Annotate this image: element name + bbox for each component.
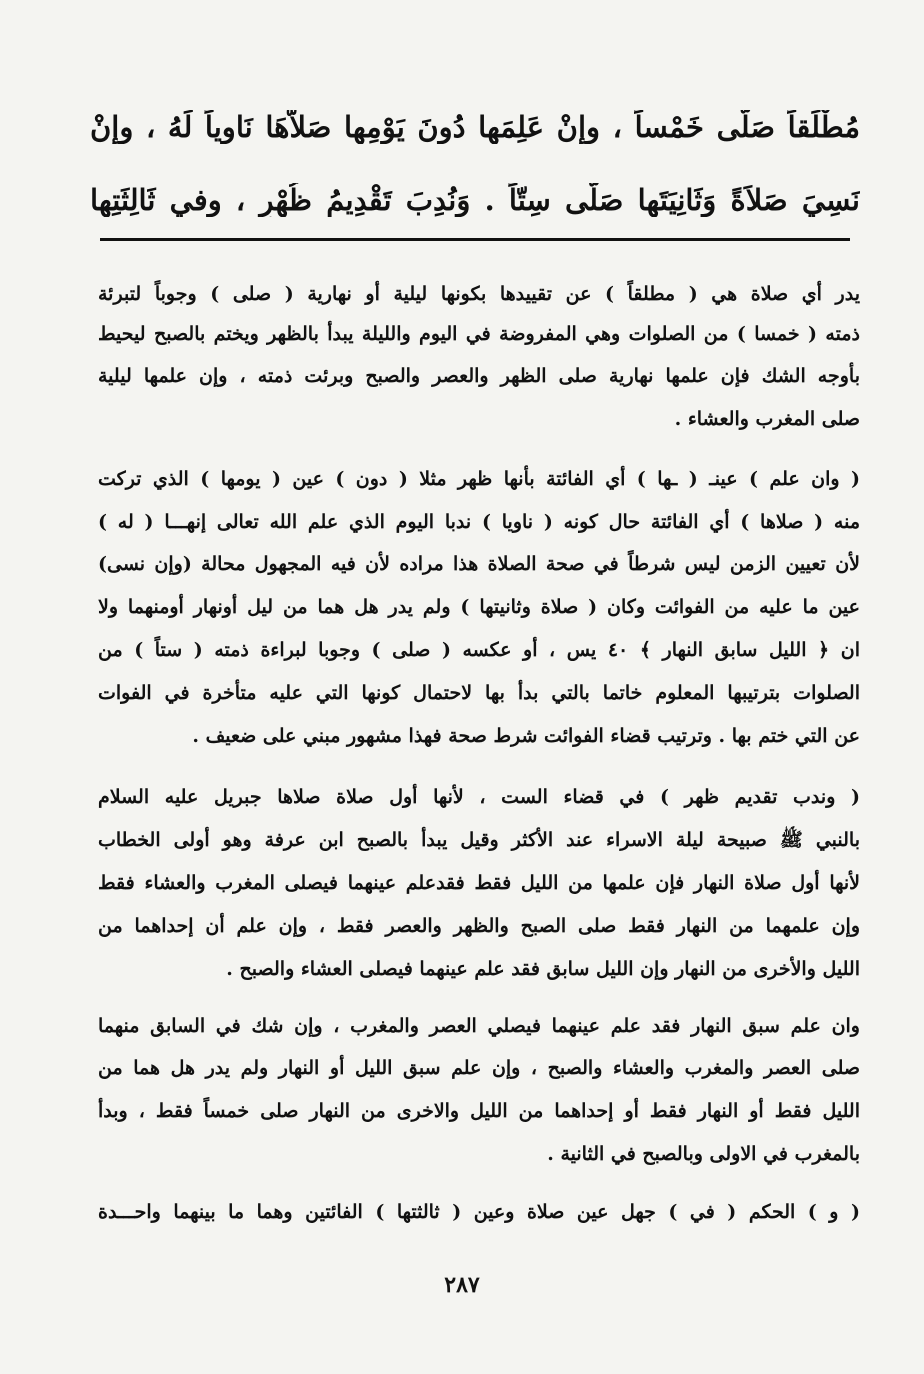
sharh-line: وإن علمهما من النهار فقط صلى الصبح والظهر والعصر فقط ، وإن علم أن إحداهما من <box>98 915 860 937</box>
sharh-line: ان ﴿ الليل سابق النهار ﴾ ٤٠ يس ، أو عكسه ( صلى ) وجوبا لبراءة ذمته ( ستاً ) من <box>98 639 860 661</box>
matn-line-2: نَسِيَ صَلاَةً وَثَانِيَتَها صَلَّى سِتّاً . وَنُدِبَ تَقْدِيمُ ظُهْرٍ ، وفي ثَالِثَتِها <box>90 183 860 217</box>
sharh-line: لأن تعيين الزمن ليس شرطاً في صحة الصلاة هذا مراده لأن فيه المجهول محالة (وإن نسى) <box>98 553 860 575</box>
sharh-line: ذمته ( خمسا ) من الصلوات وهي المفروضة في اليوم والليلة يبدأ بالظهر ويختم بالصبح ليحيط <box>98 323 860 345</box>
sharh-line: الليل والأخرى من النهار وإن الليل سابق فقد علم عينهما فيصلى العشاء والصبح . <box>226 958 860 980</box>
sharh-line: صلى المغرب والعشاء . <box>674 408 860 430</box>
sharh-line: عين ما عليه من الفوائت وكان ( صلاة وثانيتها ) ولم يدر هل هما من ليل أونهار أومنهما ولا <box>98 596 860 618</box>
sharh-line: بالمغرب في الاولى وبالصبح في الثانية . <box>547 1143 860 1165</box>
matn-line-1: مُطْلَقاً صَلَّى خَمْساً ، وإنْ عَلِمَها دُونَ يَوْمِها صَلاَّهَا نَاوِياً لَهُ ، وإنْ <box>90 110 860 144</box>
sharh-line: ( و ) الحكم ( في ) جهل عين صلاة وعين ( ثالثتها ) الفائتين وهما ما بينهما واحـــدة <box>98 1201 860 1223</box>
sharh-line: يدر أي صلاة هي ( مطلقاً ) عن تقييدها بكونها ليلية أو نهارية ( صلى ) وجوباً لتبرئة <box>98 283 860 305</box>
sharh-line: ( وندب تقديم ظهر ) في قضاء الست ، لأنها أول صلاة صلاها جبريل عليه السلام <box>98 786 860 808</box>
sharh-line: عن التي ختم بها . وترتيب قضاء الفوائت شرط صحة فهذا مشهور مبني على ضعيف . <box>192 725 860 747</box>
sharh-line: لأنها أول صلاة النهار فإن علمها من الليل فقط فقدعلم عينهما فيصلى المغرب والعشاء فقط <box>98 872 860 894</box>
separator-rule <box>100 238 850 241</box>
sharh-line: وان علم سبق النهار فقد علم عينهما فيصلي العصر والمغرب ، وإن شك في السابق منهما <box>98 1015 860 1037</box>
sharh-line: بأوجه الشك فإن علمها نهارية صلى الظهر والعصر والصبح وبرئت ذمته ، وإن علمها ليلية <box>98 365 860 387</box>
sharh-line: الصلوات بترتيبها المعلوم خاتما بالتي بدأ بها لاحتمال كونها التي عليه متأخرة في الفوات <box>98 682 860 704</box>
sharh-line: بالنبي ﷺ صبيحة ليلة الاسراء عند الأكثر وقيل يبدأ بالصبح ابن عرفة وهو أولى الخطاب <box>98 829 860 851</box>
sharh-line: الليل فقط أو النهار فقط أو إحداهما من الليل والاخرى من النهار صلى خمساً فقط ، وبدأ <box>98 1100 860 1122</box>
page-number: ٢٨٧ <box>444 1272 480 1298</box>
sharh-line: منه ( صلاها ) أي الفائتة حال كونه ( ناويا ) ندبا اليوم الذي علم الله تعالى إنهـــا ( له ) <box>98 511 860 533</box>
sharh-line: صلى العصر والمغرب والعشاء والصبح ، وإن علم سبق الليل أو النهار ولم يدر هل هما من <box>98 1057 860 1079</box>
sharh-line: ( وان علم ) عينـ ( ـها ) أي الفائتة بأنها ظهر مثلا ( دون ) عين ( يومها ) الذي تركت <box>98 468 860 490</box>
